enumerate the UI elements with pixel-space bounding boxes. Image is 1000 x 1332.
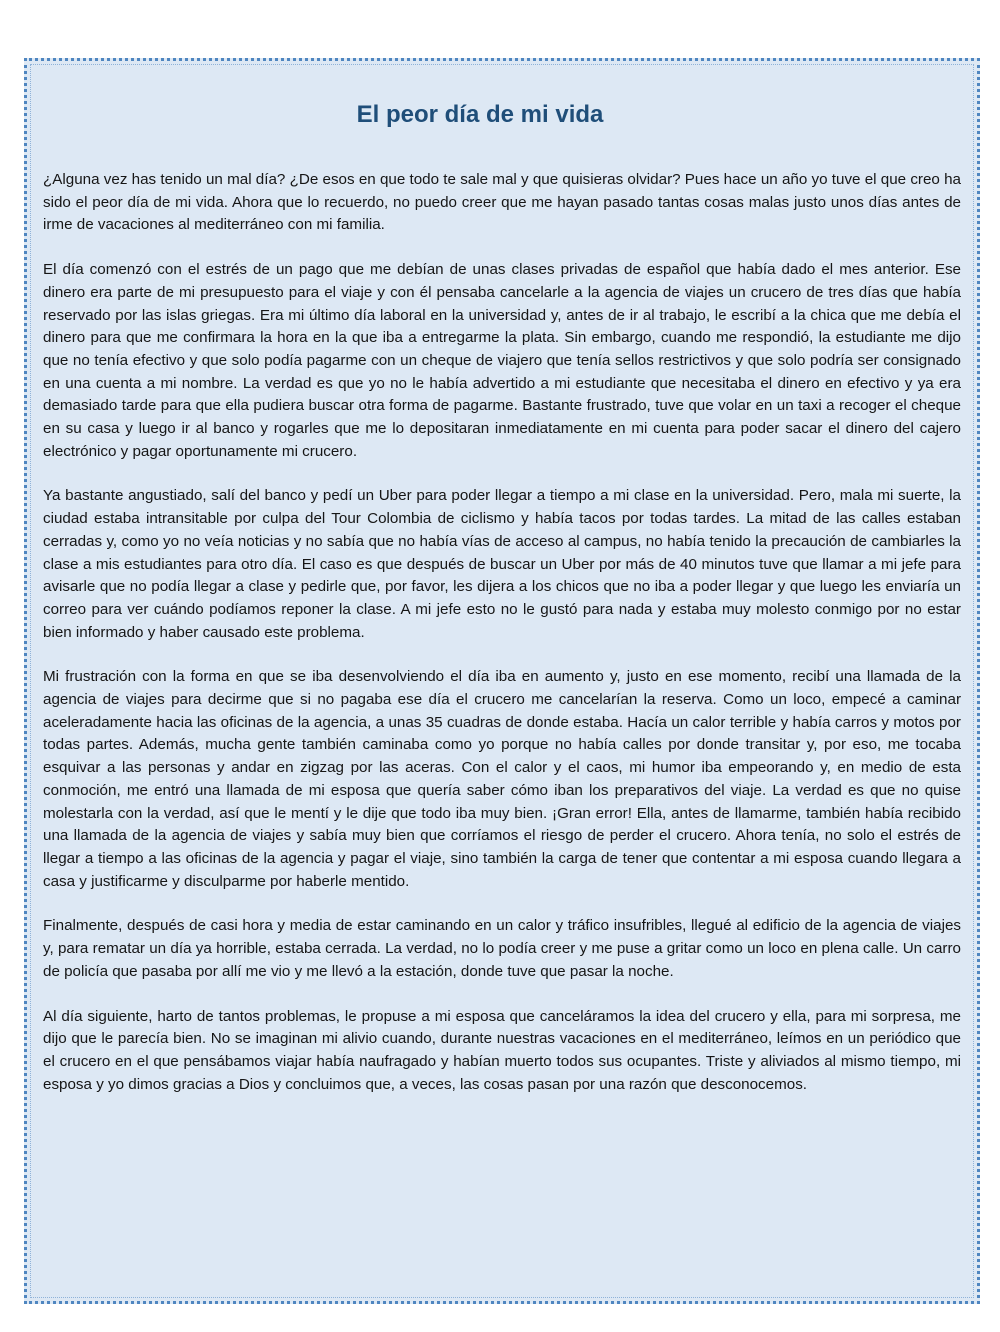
- paragraph-frustration: Mi frustración con la forma en que se iba desenvolviendo el día iba en aumento y, justo en ese momento, recibí una llamada de la agencia de viajes para decirme que si no pagaba ese día el crucero me cancelarían la reserva. Como un loco, empecé a caminar aceleradamente hacia las oficinas de la agencia, a unas 35 cuadras de donde estaba. Hacía un calor terrible y había carros y motos por todas partes. Además, mucha gente también caminaba como yo porque no había calles por donde transitar y, por eso, me tocaba esquivar a las personas y andar en zigzag por las aceras. Con el calor y el caos, mi humor iba empeorando y, en medio de esta conmoción, me entró una llamada de mi esposa que quería saber cómo iban los preparativos del viaje. La verdad es que no quise molestarla con la verdad, así que le mentí y le dije que todo iba muy bien. ¡Gran error! Ella, antes de llamarme, también había recibido una llamada de la agencia de viajes y sabía muy bien que corríamos el riesgo de perder el crucero. Ahora tenía, no solo el estrés de llegar a tiempo a las oficinas de la agencia y pagar el viaje, sino también la carga de tener que contentar a mi esposa cuando llegara a casa y justificarme y disculparme por haberle mentido.: [43, 668, 961, 890]
- paragraph-closed-agency: Finalmente, después de casi hora y media de estar caminando en un calor y tráfico insufribles, llegué al edificio de la agencia de viajes y, para rematar un día ya horrible, estaba cerrada. La verdad, no lo podía creer y me puse a gritar como un loco en plena calle. Un carro de policía que pasaba por allí me vio y me llevó a la estación, donde tuve que pasar la noche.: [43, 917, 961, 980]
- paragraph-intro: ¿Alguna vez has tenido un mal día? ¿De esos en que todo te sale mal y que quisieras olvidar? Pues hace un año yo tuve el que creo ha sido el peor día de mi vida. Ahora que lo recuerdo, no puedo creer que me hayan pasado tantas cosas malas justo unos días antes de irme de vacaciones al mediterráneo con mi familia.: [43, 171, 961, 234]
- document-title: El peor día de mi vida: [356, 101, 604, 128]
- paragraph-conclusion: Al día siguiente, harto de tantos problemas, le propuse a mi esposa que canceláramos la idea del crucero y ella, para mi sorpresa, me dijo que le parecía bien. No se imaginan mi alivio cuando, durante nuestras vacaciones en el mediterráneo, leímos en un periódico que el crucero en el que pensábamos viajar había naufragado y habían muerto todos sus ocupantes. Triste y aliviados al mismo tiempo, mi esposa y yo dimos gracias a Dios y concluimos que, a veces, las cosas pasan por una razón que desconocemos.: [43, 1007, 961, 1093]
- document-frame: [24, 58, 980, 1304]
- paragraph-payment: El día comenzó con el estrés de un pago que me debían de unas clases privadas de español que había dado el mes anterior. Ese dinero era parte de mi presupuesto para el viaje y con él pensaba cancelarle a la agencia de viajes un crucero de tres días que había reservado por las islas griegas. Era mi último día laboral en la universidad y, antes de ir al trabajo, le escribí a la chica que me debía el dinero para que me confirmara la hora en la que iba a entregarme la plata. Sin embargo, cuando me respondió, la estudiante me dijo que no tenía efectivo y que solo podía pagarme con un cheque de viajero que tenía sellos restrictivos y que solo podría ser consignado en una cuenta a mi nombre. La verdad es que yo no le había advertido a mi estudiante que necesitaba el dinero en efectivo y ya era demasiado tarde para que ella pudiera buscar otra forma de pagarme. Bastante frustrado, tuve que volar en un taxi a recoger el cheque en su casa y luego ir al banco y rogarles que me lo depositaran inmediatamente en mi cuenta para poder sacar el dinero del cajero electrónico y pagar oportunamente mi crucero.: [43, 261, 961, 460]
- document-body: [43, 169, 961, 1118]
- paragraph-traffic: Ya bastante angustiado, salí del banco y pedí un Uber para poder llegar a tiempo a mi clase en la universidad. Pero, mala mi suerte, la ciudad estaba intransitable por culpa del Tour Colombia de ciclismo y había tacos por todas tardes. La mitad de las calles estaban cerradas y, como yo no veía noticias y no sabía que no había vías de acceso al campus, no había tenido la precaución de cambiarles la clase a mis estudiantes para otro día. El caso es que después de buscar un Uber por más de 40 minutos tuve que llamar a mi jefe para avisarle que no podía llegar a clase y pedirle que, por favor, les dijera a los chicos que no iba a poder llegar y que luego les enviaría un correo para ver cuándo podíamos reponer la clase. A mi jefe esto no le gustó para nada y estaba muy molesto conmigo por no estar bien informado y haber causado este problema.: [43, 487, 961, 641]
